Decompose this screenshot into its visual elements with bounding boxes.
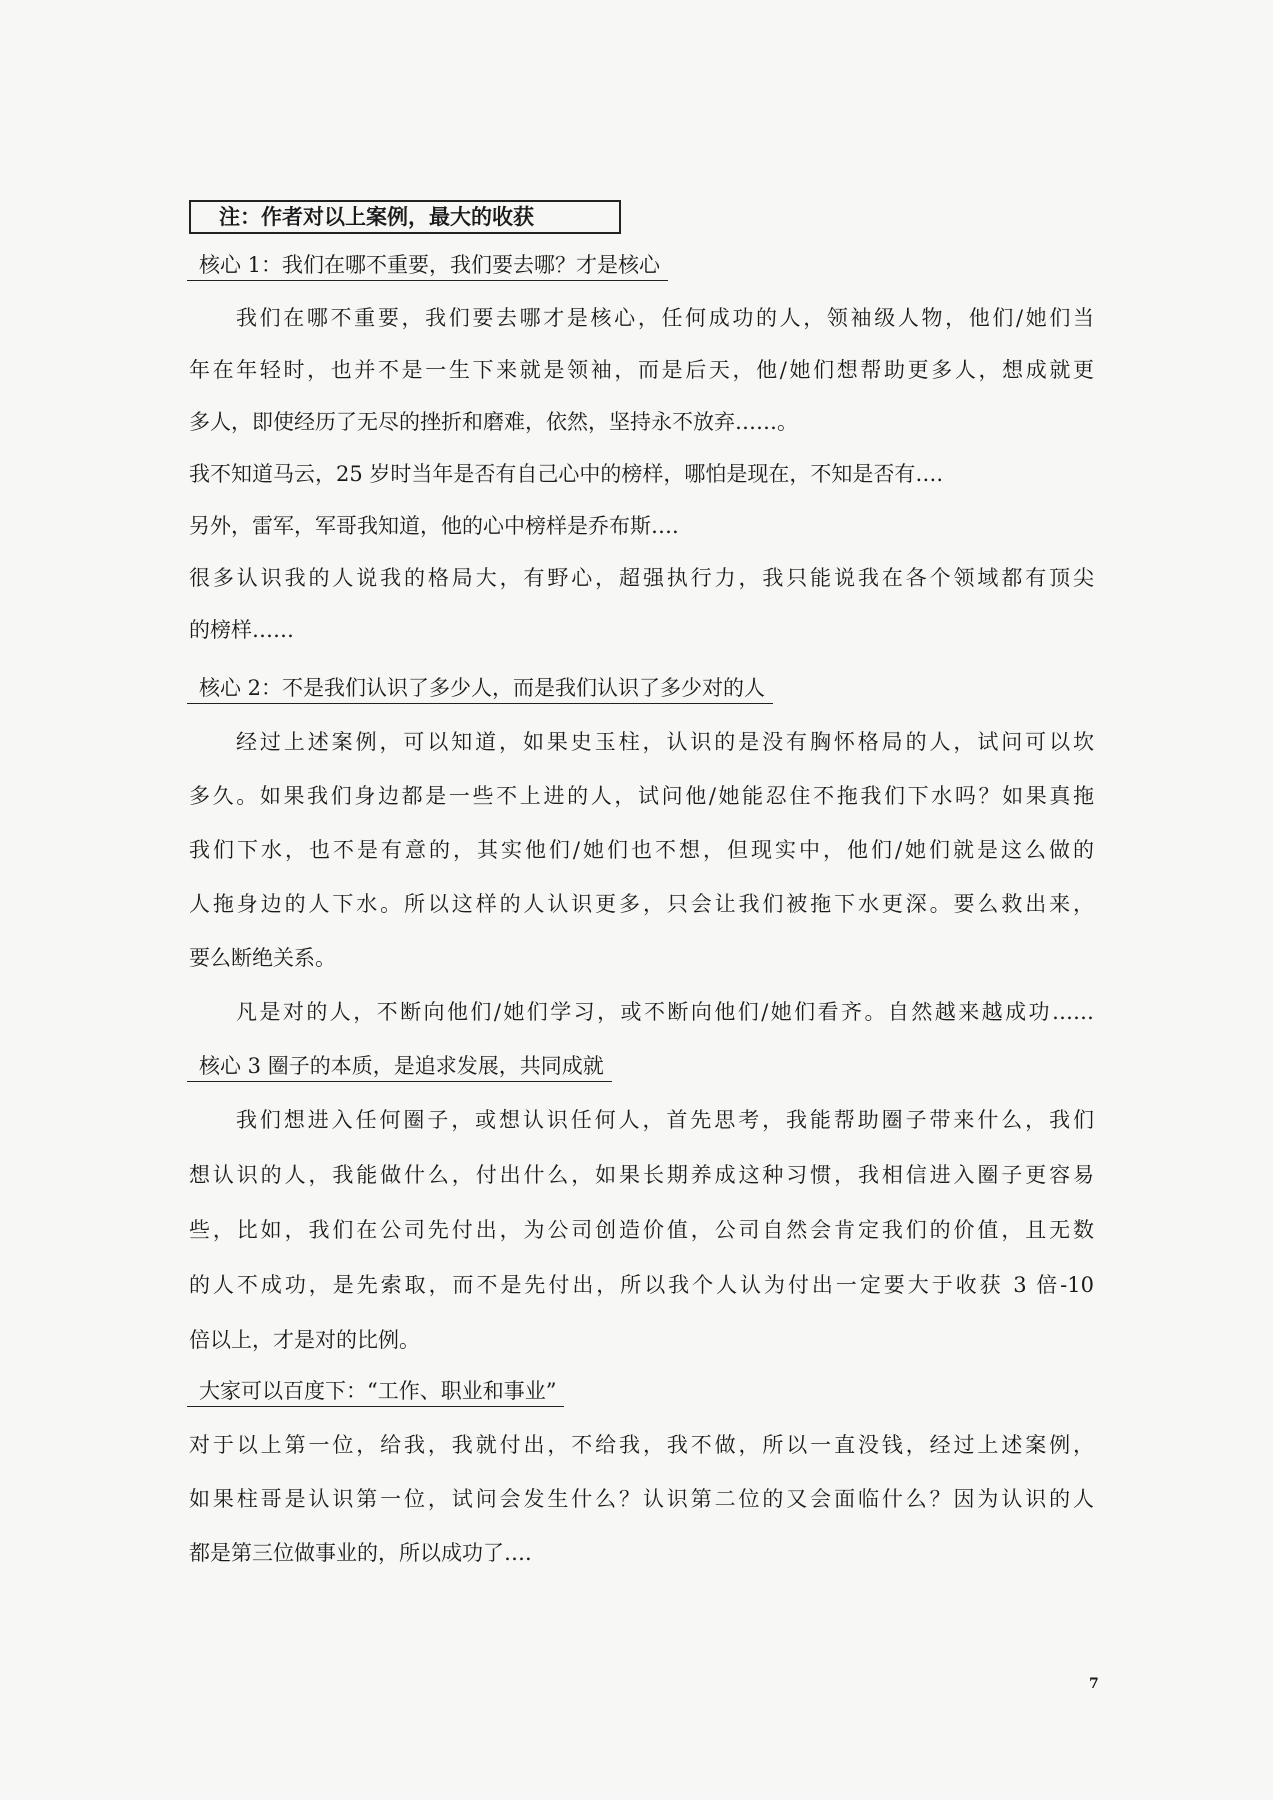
paragraph-line: 我们想进入任何圈子，或想认识任何人，首先思考，我能帮助圈子带来什么，我们: [236, 1108, 1094, 1132]
paragraph-line: 另外，雷军，军哥我知道，他的心中榜样是乔布斯….: [189, 514, 679, 538]
paragraph-line: 我们在哪不重要，我们要去哪才是核心，任何成功的人，领袖级人物，他们/她们当: [236, 306, 1094, 330]
paragraph-line: 凡是对的人，不断向他们/她们学习，或不断向他们/她们看齐。自然越来越成功……: [236, 1000, 1094, 1024]
paragraph-line: 如果柱哥是认识第一位，试问会发生什么？认识第二位的又会面临什么？因为认识的人: [189, 1487, 1094, 1511]
paragraph-line: 很多认识我的人说我的格局大，有野心，超强执行力，我只能说我在各个领域都有顶尖: [189, 566, 1094, 590]
paragraph-line: 想认识的人，我能做什么，付出什么，如果长期养成这种习惯，我相信进入圈子更容易: [189, 1163, 1094, 1187]
section-heading-2: 核心 2：不是我们认识了多少人，而是我们认识了多少对的人: [187, 673, 773, 704]
section-heading-3: 核心 3 圈子的本质，是追求发展，共同成就: [187, 1051, 612, 1082]
paragraph-line: 的人不成功，是先索取，而不是先付出，所以我个人认为付出一定要大于收获 3 倍-10: [189, 1273, 1094, 1297]
paragraph-line: 我不知道马云，25 岁时当年是否有自己心中的榜样，哪怕是现在，不知是否有….: [189, 462, 944, 486]
paragraph-line: 多人，即使经历了无尽的挫折和磨难，依然，坚持永不放弃……。: [189, 410, 798, 434]
paragraph-line: 我们下水，也不是有意的，其实他们/她们也不想，但现实中，他们/她们就是这么做的: [189, 838, 1094, 862]
paragraph-line: 的榜样……: [189, 618, 294, 642]
paragraph-line: 要么断绝关系。: [189, 946, 336, 970]
section-heading-4: 大家可以百度下：“工作、职业和事业”: [187, 1376, 564, 1407]
paragraph-line: 经过上述案例，可以知道，如果史玉柱，认识的是没有胸怀格局的人，试问可以坎: [236, 730, 1094, 754]
paragraph-line: 都是第三位做事业的，所以成功了….: [189, 1541, 532, 1565]
section-heading-1: 核心 1：我们在哪不重要，我们要去哪？才是核心: [187, 250, 668, 281]
paragraph-line: 年在年轻时，也并不是一生下来就是领袖，而是后天，他/她们想帮助更多人，想成就更: [189, 358, 1094, 382]
paragraph-line: 倍以上，才是对的比例。: [189, 1328, 420, 1352]
paragraph-line: 人拖身边的人下水。所以这样的人认识更多，只会让我们被拖下水更深。要么救出来，: [189, 892, 1094, 916]
paragraph-line: 对于以上第一位，给我，我就付出，不给我，我不做，所以一直没钱，经过上述案例，: [189, 1433, 1094, 1457]
page-number: 7: [1089, 1676, 1099, 1692]
boxed-title: 注：作者对以上案例，最大的收获: [189, 200, 621, 234]
paragraph-line: 多久。如果我们身边都是一些不上进的人，试问他/她能忍住不拖我们下水吗？如果真拖: [189, 784, 1094, 808]
paragraph-line: 些，比如，我们在公司先付出，为公司创造价值，公司自然会肯定我们的价值，且无数: [189, 1218, 1094, 1242]
